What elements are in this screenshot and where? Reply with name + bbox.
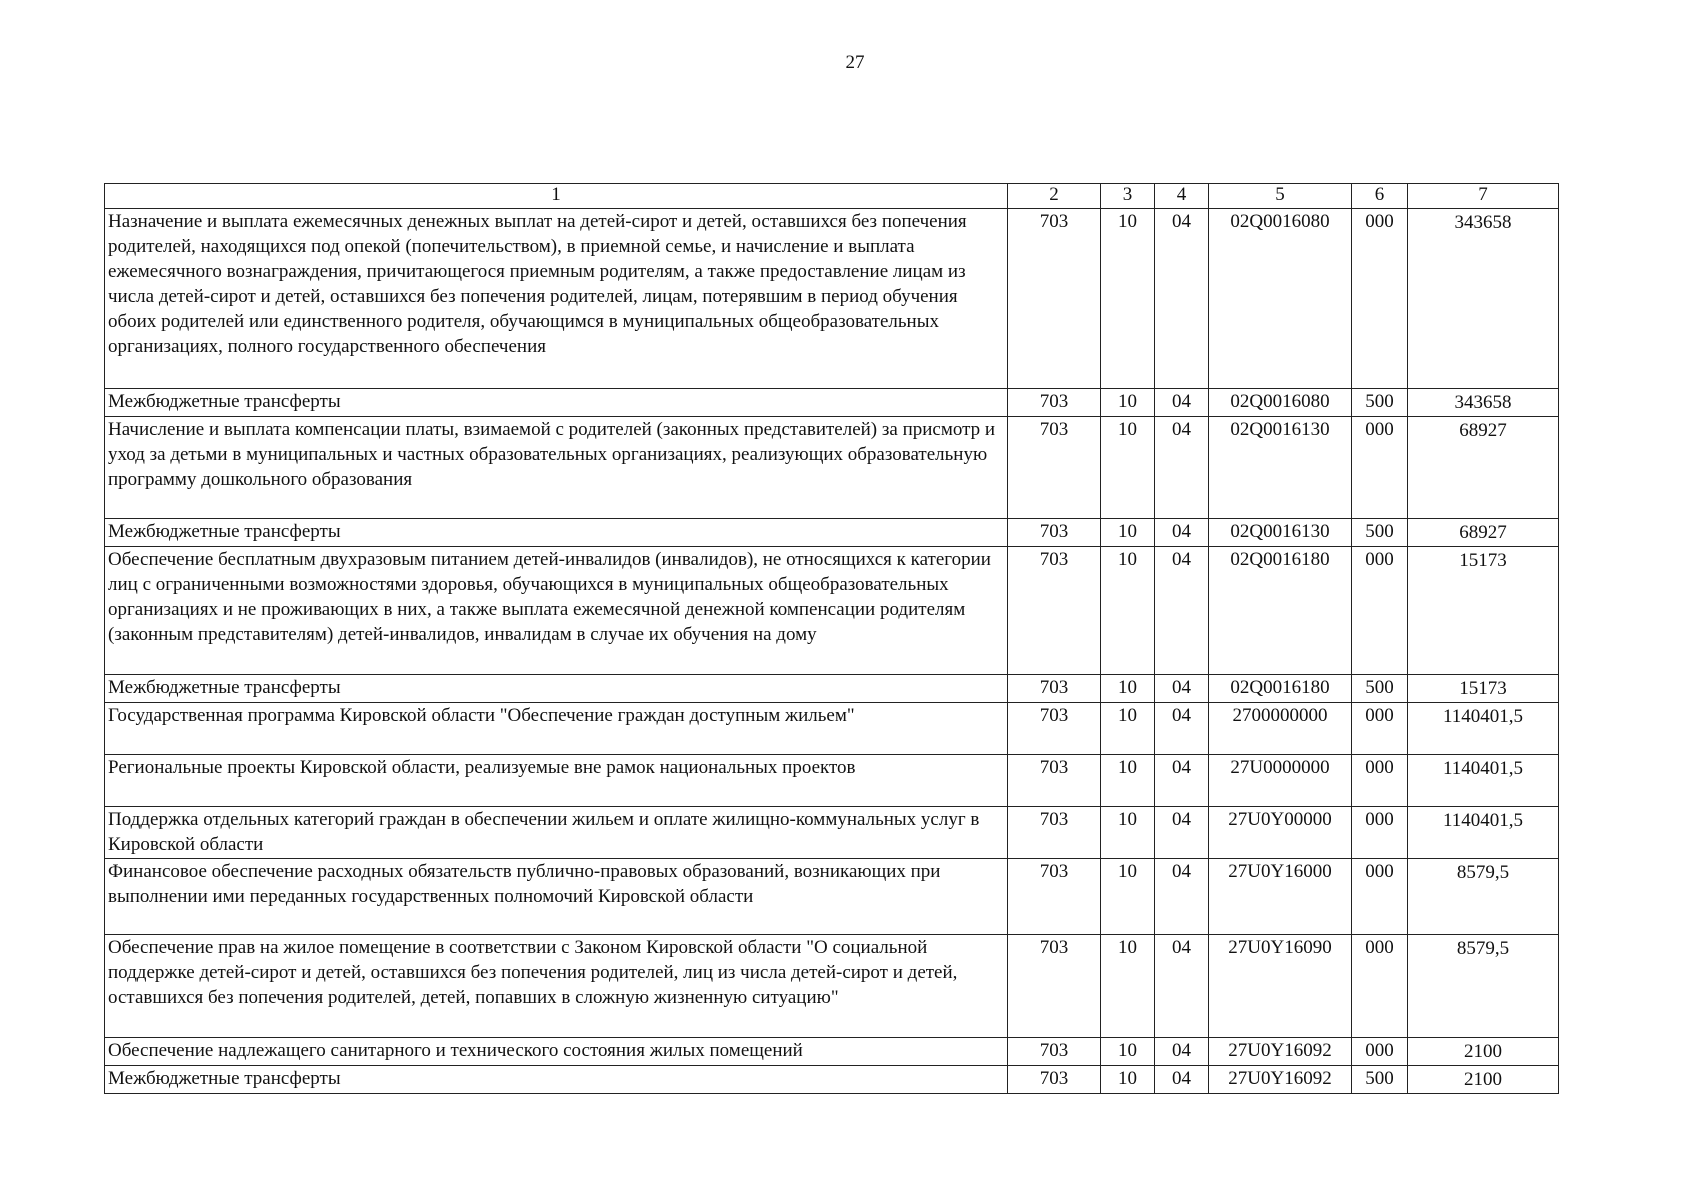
code-section: 10 [1101, 389, 1155, 417]
code-expense-type: 000 [1352, 755, 1408, 807]
code-ministry: 703 [1008, 547, 1101, 675]
code-target-item: 02Q0016180 [1209, 675, 1352, 703]
column-header: 2 [1008, 184, 1101, 209]
amount: 343658 [1408, 389, 1559, 417]
amount: 8579,5 [1408, 859, 1559, 935]
code-expense-type: 000 [1352, 547, 1408, 675]
expense-name: Поддержка отдельных категорий граждан в обеспечении жильем и оплате жилищно-коммунальных услуг в Кировской области [105, 807, 1008, 859]
code-ministry: 703 [1008, 703, 1101, 755]
amount: 1140401,5 [1408, 807, 1559, 859]
amount: 2100 [1408, 1066, 1559, 1094]
table-header [105, 184, 1559, 209]
code-subsection: 04 [1155, 519, 1209, 547]
code-ministry: 703 [1008, 389, 1101, 417]
code-target-item: 2700000000 [1209, 703, 1352, 755]
code-expense-type: 500 [1352, 389, 1408, 417]
code-expense-type: 000 [1352, 209, 1408, 389]
column-header: 6 [1352, 184, 1408, 209]
code-subsection: 04 [1155, 1066, 1209, 1094]
table-row [105, 807, 1559, 859]
code-subsection: 04 [1155, 935, 1209, 1038]
code-expense-type: 000 [1352, 807, 1408, 859]
expense-name: Начисление и выплата компенсации платы, взимаемой с родителей (законных представителей) за присмотр и уход за детьми в муниципальных и частных образовательных организациях, реализующих образовательную программу дошкольного образования [105, 417, 1008, 519]
code-section: 10 [1101, 1066, 1155, 1094]
code-target-item: 02Q0016180 [1209, 547, 1352, 675]
column-header: 7 [1408, 184, 1559, 209]
table-row [105, 935, 1559, 1038]
code-ministry: 703 [1008, 807, 1101, 859]
table-row [105, 209, 1559, 389]
code-target-item: 02Q0016130 [1209, 417, 1352, 519]
code-subsection: 04 [1155, 389, 1209, 417]
code-section: 10 [1101, 1038, 1155, 1066]
code-expense-type: 000 [1352, 417, 1408, 519]
table-row [105, 547, 1559, 675]
table-row [105, 417, 1559, 519]
table-row [105, 1038, 1559, 1066]
code-target-item: 27U0000000 [1209, 755, 1352, 807]
code-expense-type: 000 [1352, 1038, 1408, 1066]
code-subsection: 04 [1155, 755, 1209, 807]
header-row [105, 184, 1559, 209]
expense-name: Обеспечение надлежащего санитарного и технического состояния жилых помещений [105, 1038, 1008, 1066]
code-subsection: 04 [1155, 1038, 1209, 1066]
code-subsection: 04 [1155, 417, 1209, 519]
table-row [105, 389, 1559, 417]
code-target-item: 27U0Y00000 [1209, 807, 1352, 859]
code-ministry: 703 [1008, 675, 1101, 703]
code-subsection: 04 [1155, 209, 1209, 389]
code-expense-type: 500 [1352, 519, 1408, 547]
code-target-item: 27U0Y16000 [1209, 859, 1352, 935]
amount: 68927 [1408, 519, 1559, 547]
table-row [105, 859, 1559, 935]
code-target-item: 27U0Y16090 [1209, 935, 1352, 1038]
column-header: 5 [1209, 184, 1352, 209]
expense-name: Обеспечение бесплатным двухразовым питанием детей-инвалидов (инвалидов), не относящихся к категории лиц с ограниченными возможностями здоровья, обучающихся в муниципальных общеобразовательных организациях и не проживающих в них, а также выплата ежемесячной денежной компенсации родителям (законным представителям) детей-инвалидов, инвалидам в случае их обучения на дому [105, 547, 1008, 675]
table-row [105, 1066, 1559, 1094]
amount: 15173 [1408, 675, 1559, 703]
code-ministry: 703 [1008, 859, 1101, 935]
expense-name: Обеспечение прав на жилое помещение в соответствии с Законом Кировской области "О социальной поддержке детей-сирот и детей, оставшихся без попечения родителей, лиц из числа детей-сирот и детей, оставшихся без попечения родителей, детей, попавших в сложную жизненную ситуацию" [105, 935, 1008, 1038]
table-row [105, 755, 1559, 807]
code-target-item: 02Q0016080 [1209, 209, 1352, 389]
code-target-item: 02Q0016080 [1209, 389, 1352, 417]
amount: 343658 [1408, 209, 1559, 389]
code-section: 10 [1101, 935, 1155, 1038]
expense-name: Межбюджетные трансферты [105, 519, 1008, 547]
code-ministry: 703 [1008, 209, 1101, 389]
amount: 1140401,5 [1408, 703, 1559, 755]
code-section: 10 [1101, 703, 1155, 755]
code-ministry: 703 [1008, 519, 1101, 547]
code-subsection: 04 [1155, 859, 1209, 935]
code-subsection: 04 [1155, 807, 1209, 859]
code-section: 10 [1101, 209, 1155, 389]
expense-name: Назначение и выплата ежемесячных денежных выплат на детей-сирот и детей, оставшихся без попечения родителей, находящихся под опекой (попечительством), в приемной семье, и начисление и выплата ежемесячного вознаграждения, причитающегося приемным родителям, а также предоставление лицам из числа детей-сирот и детей, оставшихся без попечения родителей, лицам, потерявшим в период обучения обоих родителей или единственного родителя, обучающимся в муниципальных общеобразовательных организациях, полного государственного обеспечения [105, 209, 1008, 389]
expense-name: Региональные проекты Кировской области, реализуемые вне рамок национальных проектов [105, 755, 1008, 807]
expense-name: Межбюджетные трансферты [105, 389, 1008, 417]
code-section: 10 [1101, 675, 1155, 703]
code-target-item: 27U0Y16092 [1209, 1066, 1352, 1094]
code-section: 10 [1101, 519, 1155, 547]
code-section: 10 [1101, 755, 1155, 807]
code-section: 10 [1101, 417, 1155, 519]
code-subsection: 04 [1155, 703, 1209, 755]
column-header: 4 [1155, 184, 1209, 209]
code-expense-type: 500 [1352, 675, 1408, 703]
code-subsection: 04 [1155, 547, 1209, 675]
amount: 15173 [1408, 547, 1559, 675]
expense-name: Межбюджетные трансферты [105, 1066, 1008, 1094]
code-expense-type: 500 [1352, 1066, 1408, 1094]
code-section: 10 [1101, 807, 1155, 859]
code-ministry: 703 [1008, 1066, 1101, 1094]
column-header: 3 [1101, 184, 1155, 209]
code-expense-type: 000 [1352, 935, 1408, 1038]
budget-table [104, 183, 1559, 1094]
code-target-item: 02Q0016130 [1209, 519, 1352, 547]
amount: 2100 [1408, 1038, 1559, 1066]
amount: 8579,5 [1408, 935, 1559, 1038]
expense-name: Финансовое обеспечение расходных обязательств публично-правовых образований, возникающих при выполнении ими переданных государственных полномочий Кировской области [105, 859, 1008, 935]
table-row [105, 703, 1559, 755]
code-target-item: 27U0Y16092 [1209, 1038, 1352, 1066]
table-row [105, 519, 1559, 547]
code-ministry: 703 [1008, 935, 1101, 1038]
code-subsection: 04 [1155, 675, 1209, 703]
column-header: 1 [105, 184, 1008, 209]
amount: 1140401,5 [1408, 755, 1559, 807]
code-ministry: 703 [1008, 755, 1101, 807]
expense-name: Государственная программа Кировской области "Обеспечение граждан доступным жильем" [105, 703, 1008, 755]
amount: 68927 [1408, 417, 1559, 519]
table-row [105, 675, 1559, 703]
code-expense-type: 000 [1352, 703, 1408, 755]
code-ministry: 703 [1008, 417, 1101, 519]
code-section: 10 [1101, 859, 1155, 935]
code-section: 10 [1101, 547, 1155, 675]
page-number: 27 [845, 52, 865, 73]
code-ministry: 703 [1008, 1038, 1101, 1066]
expense-name: Межбюджетные трансферты [105, 675, 1008, 703]
code-expense-type: 000 [1352, 859, 1408, 935]
